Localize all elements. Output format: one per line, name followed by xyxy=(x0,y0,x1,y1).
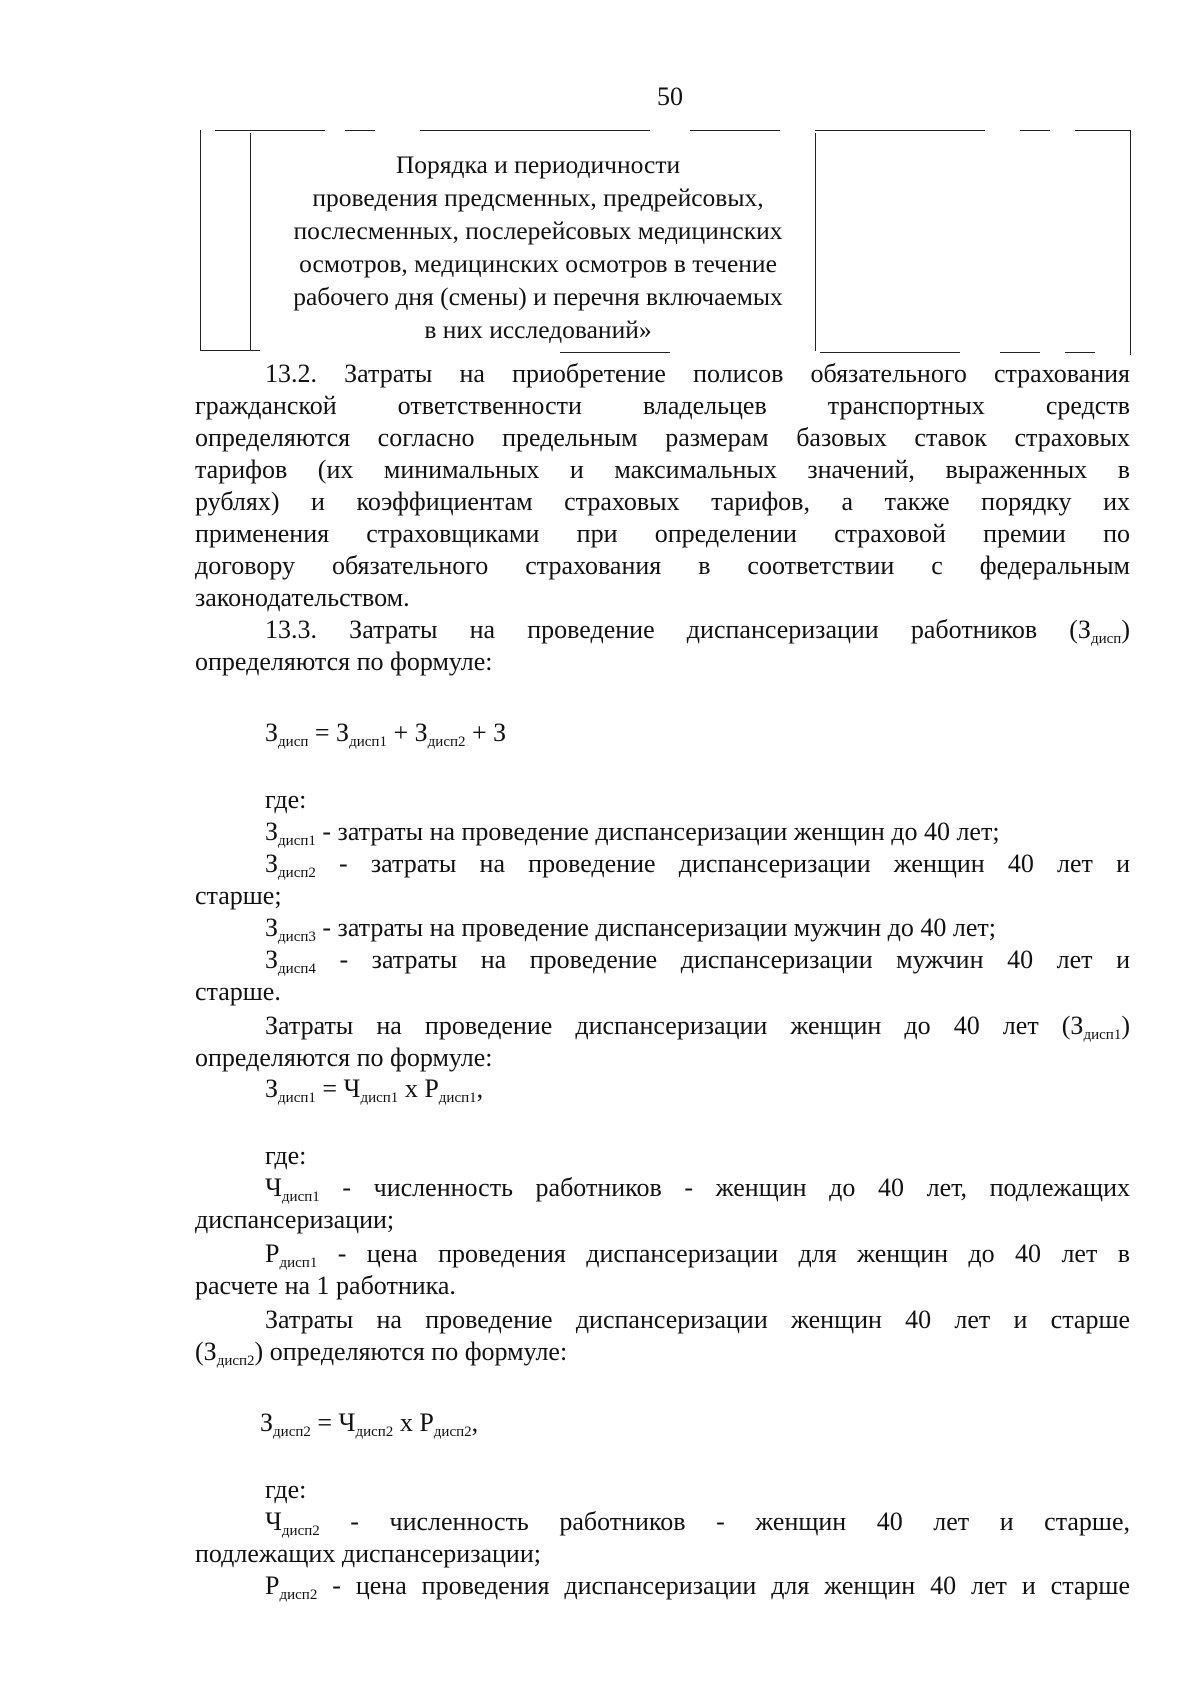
where-label: где: xyxy=(265,1141,307,1170)
table-cell-line: осмотров, медицинских осмотров в течение xyxy=(299,249,777,278)
text-line: расчете на 1 работника. xyxy=(195,1271,456,1300)
text-line: 13.3. Затраты на проведение диспансеризации работников $(З_{дисп})$ xyxy=(265,615,1130,647)
text-line: старше; xyxy=(195,881,282,910)
text-line: гражданской ответственности владельцев транспортных средств xyxy=(195,391,1130,420)
text-line: $Ч_{дисп1}$ - численность работников - женщин до 40 лет, подлежащих xyxy=(265,1173,1130,1205)
text-line: $З_{дисп1}$ - затраты на проведение диспансеризации женщин до 40 лет; xyxy=(265,817,1000,849)
text-line: $Р_{дисп1}$ - цена проведения диспансеризации для женщин до 40 лет в xyxy=(265,1239,1130,1271)
text-line: определяются по формуле: xyxy=(195,647,493,676)
text-line: договору обязательного страхования в соответствии с федеральным xyxy=(195,551,1130,580)
text-line: $(З_{дисп2})$ определяются по формуле: xyxy=(195,1337,568,1369)
table-cell-line: в них исследований» xyxy=(424,315,652,344)
table-cell-line: рабочего дня (смены) и перечня включаемых xyxy=(293,282,783,311)
table-cell-line: проведения предсменных, предрейсовых, xyxy=(312,183,764,212)
text-line: определяются по формуле: xyxy=(195,1043,493,1072)
page-number: 50 xyxy=(657,82,683,111)
text-line: $З_{дисп2}$ - затраты на проведение диспансеризации женщин 40 лет и xyxy=(265,849,1130,881)
text-line: $Ч_{дисп2}$ - численность работников - женщин 40 лет и старше, xyxy=(265,1507,1130,1539)
where-label: где: xyxy=(265,785,307,814)
formula-main: $З_{дисп} = З_{дисп1} + З_{дисп2} + З$ xyxy=(265,718,507,750)
text-line: 13.2. Затраты на приобретение полисов обязательного страхования xyxy=(265,359,1130,388)
text-line: определяются согласно предельным размерам базовых ставок страховых xyxy=(195,423,1130,452)
text-line: рублях) и коэффициентам страховых тарифов, а также порядку их xyxy=(195,487,1130,516)
text-line: тарифов (их минимальных и максимальных значений, выраженных в xyxy=(195,455,1130,484)
table-cell-line: Порядка и периодичности xyxy=(395,150,681,179)
text-line: старше. xyxy=(195,977,281,1006)
text-line: $З_{дисп4}$ - затраты на проведение диспансеризации мужчин 40 лет и xyxy=(265,945,1130,977)
formula-2: $З_{дисп2} = Ч_{дисп2}$ х $Р_{дисп2}$, xyxy=(260,1408,479,1440)
text-line: диспансеризации; xyxy=(195,1205,395,1234)
text-line: применения страховщиками при определении страховой премии по xyxy=(195,519,1130,548)
text-line: законодательством. xyxy=(195,583,410,612)
text-line: $З_{дисп3}$ - затраты на проведение диспансеризации мужчин до 40 лет; xyxy=(265,913,996,945)
text-line: $Р_{дисп2}$ - цена проведения диспансеризации для женщин 40 лет и старше xyxy=(265,1571,1130,1603)
table-cell-line: послесменных, послерейсовых медицинских xyxy=(293,216,783,245)
text-line: подлежащих диспансеризации; xyxy=(195,1539,541,1568)
table-cell-text xyxy=(258,148,818,346)
where-label: где: xyxy=(265,1475,307,1504)
formula-1: $З_{дисп1} = Ч_{дисп1}$ х $Р_{дисп1}$, xyxy=(265,1074,484,1106)
text-line: Затраты на проведение диспансеризации женщин до 40 лет $(З_{дисп1})$ xyxy=(265,1011,1130,1043)
text-line: Затраты на проведение диспансеризации женщин 40 лет и старше xyxy=(265,1305,1130,1334)
